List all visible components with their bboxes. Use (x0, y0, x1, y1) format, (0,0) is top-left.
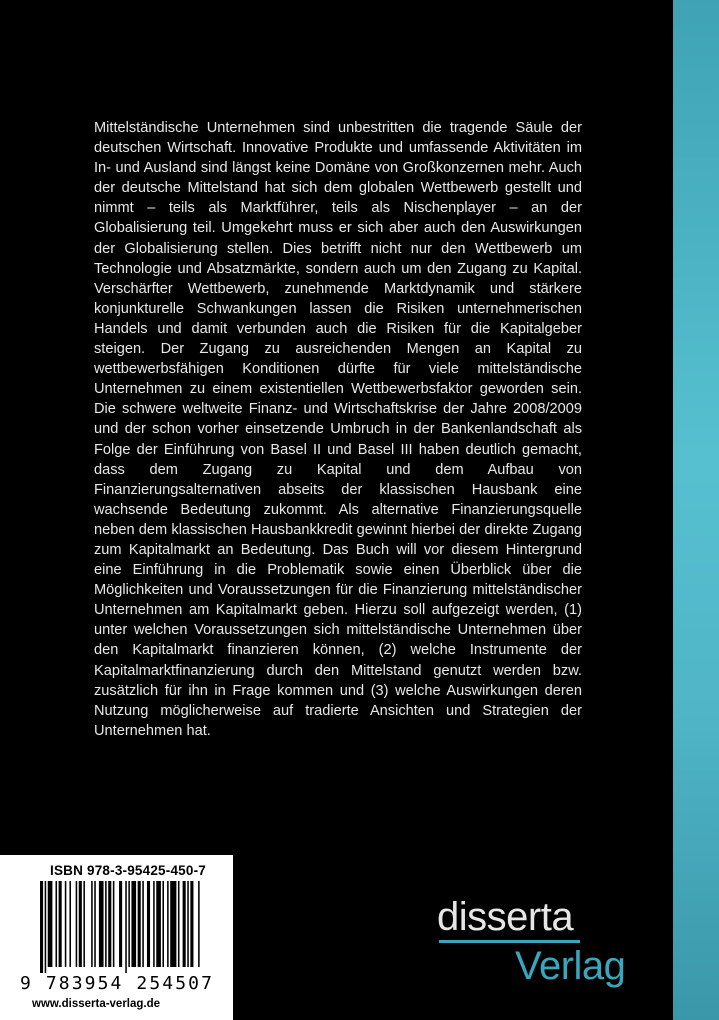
barcode-bar (99, 881, 104, 967)
barcode-bar (108, 881, 111, 967)
publisher-website: www.disserta-verlag.de (32, 998, 161, 1010)
barcode-bar (65, 881, 67, 967)
barcode-bar (162, 881, 164, 967)
barcode-graphic (38, 881, 200, 973)
publisher-logo (437, 897, 625, 986)
barcode-bar (187, 881, 189, 967)
barcode-bar (48, 881, 53, 967)
barcode-bar (59, 881, 62, 967)
barcode-bar (131, 881, 136, 967)
barcode-bar (119, 881, 122, 967)
barcode-bar (142, 881, 144, 967)
barcode-bar (147, 881, 150, 967)
barcode-bar (138, 881, 141, 967)
barcode-bar (91, 881, 93, 967)
logo-divider (439, 940, 580, 943)
barcode-bar (125, 881, 127, 973)
barcode-bar (56, 881, 58, 967)
isbn-label: ISBN 978-3-95425-450-7 (50, 863, 206, 878)
barcode-bar (113, 881, 115, 967)
barcode-bar (198, 881, 200, 967)
barcode-bar (69, 881, 71, 967)
barcode-bar (153, 881, 155, 967)
barcode-bar (94, 881, 96, 967)
barcode-bar (128, 881, 130, 967)
cover-spine (673, 0, 719, 1020)
barcode-bar (76, 881, 78, 967)
barcode-bar (40, 881, 43, 973)
barcode-bar (178, 881, 180, 967)
barcode-bar (83, 881, 85, 967)
logo-verlag: Verlag (515, 944, 626, 988)
logo-disserta: disserta (437, 895, 574, 939)
barcode-bar (105, 881, 107, 967)
barcode-digits: 9 783954 254507 (20, 973, 215, 994)
barcode-bar (79, 881, 82, 967)
barcode-bar (45, 881, 47, 973)
blurb-text: Mittelständische Unternehmen sind unbestritten die tragende Säule der deutschen Wirtschaft. Innovative Produkte und umfassende Aktivitäten im In- und Ausland sind längst keine Domäne von Großkonzernen mehr. Auch der deutsche Mittelstand hat sich dem globalen Wettbewerb gestellt und nimmt – teils als Marktführer, teils als Nischenplayer – an der Globalisierung teil. Umgekehrt muss er sich aber auch den Auswirkungen der Globalisierung stellen. Dies betrifft nicht nur den Wettbewerb um Technologie und Absatzmärkte, sondern auch um den Zugang zu Kapital. Verschärfter Wettbewerb, zunehmende Marktdynamik und stärkere konjunkturelle Schwankungen lassen die Risiken unternehmerischen Handels und damit verbunden auch die Risiken für die Kapitalgeber steigen. Der Zugang zu ausreichenden Mengen an Kapital zu wettbewerbsfähigen Konditionen dürfte für viele mittelständische Unternehmen zu einem existentiellen Wettbewerbsfaktor geworden sein. Die schwere weltweite Finanz- und Wirtschaftskrise der Jahre 2008/2009 und der schon vorher einsetzende Umbruch in der Bankenlandschaft als Folge der Einführung von Basel II und Basel III haben deutlich gemacht, dass dem Zugang zu Kapital und dem Aufbau von Finanzierungsalternativen abseits der klassischen Hausbank eine wachsende Bedeutung zukommt. Als alternative Finanzierungsquelle neben dem klassischen Hausbankkredit gewinnt hierbei der direkte Zugang zum Kapitalmarkt an Bedeutung. Das Buch will vor diesem Hintergrund eine Einführung in die Problematik sowie einen Überblick über die Möglichkeiten und Voraussetzungen für die Finanzierung mittelständischer Unternehmen am Kapitalmarkt geben. Hierzu soll aufgezeigt werden, (1) unter welchen Voraussetzungen sich mittelständische Unternehmen über den Kapitalmarkt finanzieren können, (2) welche Instrumente der Kapitalmarktfinanzierung durch den Mittelstand genutzt werden bzw. zusätzlich für ihn in Frage kommen und (3) welche Auswirkungen deren Nutzung möglicherweise auf tradierte Ansichten und Strategien der Unternehmen hat. (94, 120, 582, 739)
barcode-bar (156, 881, 161, 967)
barcode-bar (170, 881, 176, 967)
barcode-bar (167, 881, 169, 967)
barcode-bar (190, 881, 193, 967)
barcode-bar (183, 881, 186, 967)
barcode-panel (0, 855, 233, 1020)
